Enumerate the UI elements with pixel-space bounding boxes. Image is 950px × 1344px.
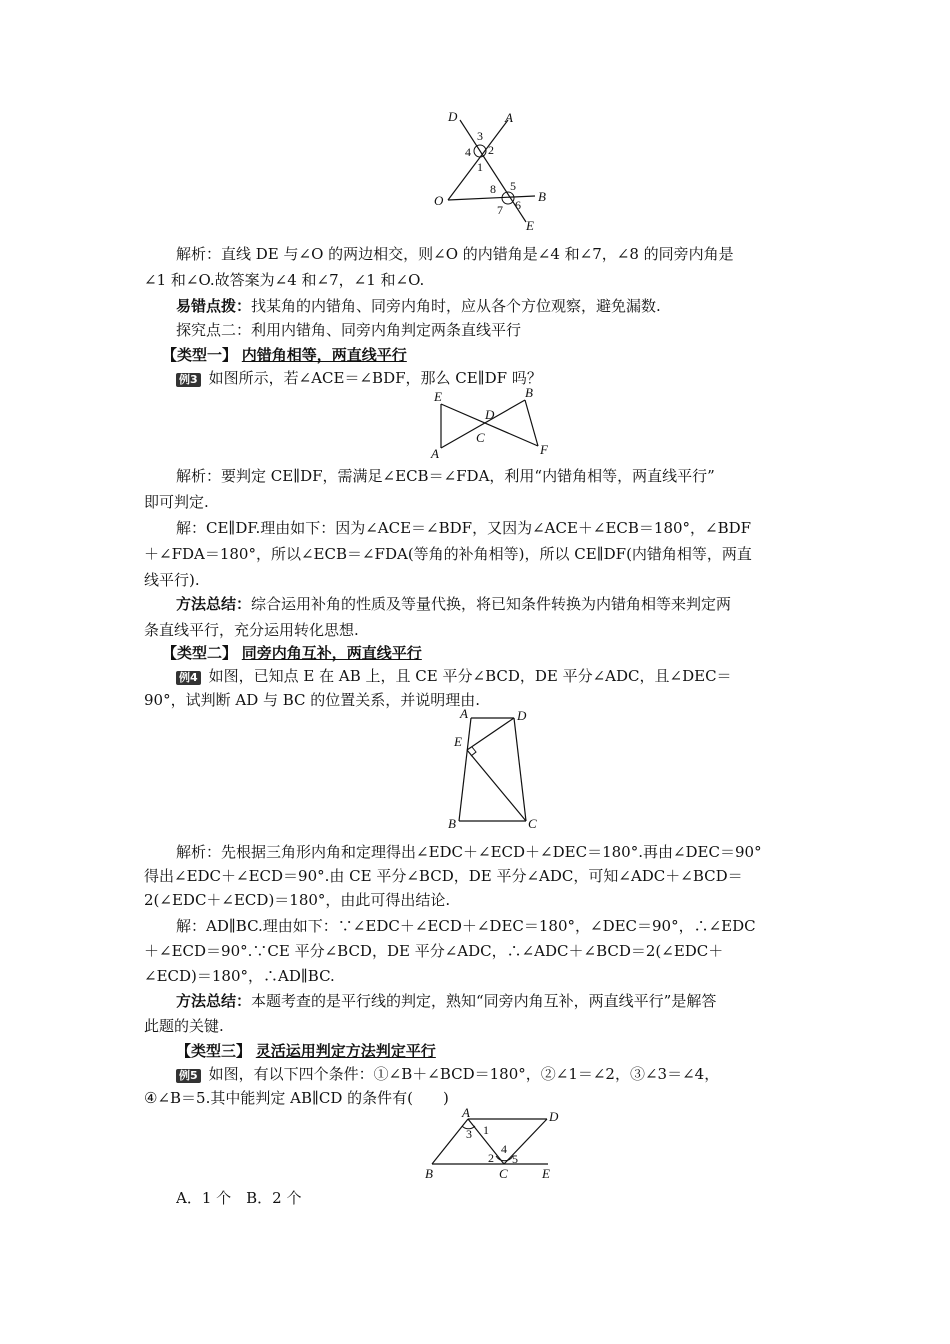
- label-D: D: [549, 1109, 559, 1124]
- line-EC: [467, 750, 526, 821]
- method-summary-3: [176, 594, 808, 614]
- analysis-4-line-1: 解析：先根据三角形内角和定理得出∠EDC＋∠ECD＋∠DEC＝180°.再由∠DEC＝90°: [176, 843, 762, 861]
- label-C: C: [499, 1166, 508, 1181]
- example-5-question: [176, 1064, 808, 1084]
- method-summary-3-label: 方法总结：: [176, 595, 252, 613]
- line-ED: [467, 718, 514, 750]
- example-3-badge: 例3: [176, 373, 201, 387]
- analysis-4-line-3: 2(∠EDC＋∠ECD)＝180°，由此可得出结论.: [144, 891, 451, 909]
- label-E: E: [526, 218, 534, 233]
- label-5: 5: [512, 1152, 518, 1166]
- type-2-heading: [162, 643, 826, 663]
- method-summary-3-line-2: 条直线平行，充分运用转化思想.: [144, 621, 359, 639]
- label-2: 2: [488, 1151, 494, 1165]
- solution-4-line-1: 解：AD∥BC.理由如下：∵∠EDC＋∠ECD＋∠DEC＝180°，∠DEC＝90°，∴∠EDC: [176, 917, 756, 935]
- method-summary-4-line-2: 此题的关键.: [144, 1017, 224, 1035]
- label-B: B: [525, 386, 533, 400]
- line-CD: [504, 1119, 547, 1164]
- label-3: 3: [466, 1127, 472, 1141]
- label-F: F: [540, 442, 548, 457]
- method-summary-4-label: 方法总结：: [176, 992, 252, 1010]
- figure-trapezoid-diagram: [446, 708, 542, 836]
- label-8: 8: [490, 182, 496, 196]
- label-7: 7: [497, 203, 503, 217]
- label-D: D: [448, 109, 458, 124]
- example-3-text: 如图所示，若∠ACE＝∠BDF，那么 CE∥DF 吗？: [208, 369, 542, 387]
- label-1: 1: [477, 160, 483, 174]
- type-3-heading: [176, 1041, 840, 1061]
- label-B: B: [425, 1166, 433, 1181]
- label-O: O: [434, 193, 444, 208]
- analysis-4-line-2: 得出∠EDC＋∠ECD＝90°.由 CE 平分∠BCD，DE 平分∠ADC，可知∠ADC＋∠BCD＝: [144, 867, 743, 885]
- example-4-question: [176, 666, 808, 686]
- solution-4-line-2: ＋∠ECD＝90°.∵CE 平分∠BCD，DE 平分∠ADC，∴∠ADC＋∠BCD＝2(∠EDC＋: [144, 942, 724, 960]
- solution-3-line-1: 解：CE∥DF.理由如下：因为∠ACE＝∠BDF，又因为∠ACE＋∠ECB＝180°，∠BDF: [176, 519, 752, 537]
- label-3: 3: [477, 129, 483, 143]
- example-4-line-2: 90°，试判断 AD 与 BC 的位置关系，并说明理由.: [144, 691, 481, 709]
- type-2-bracket: 【类型二】: [162, 644, 238, 662]
- label-B: B: [448, 816, 456, 831]
- label-E: E: [454, 734, 462, 749]
- analysis-3-line-1: 解析：要判定 CE∥DF，需满足∠ECB＝∠FDA，利用“内错角相等，两直线平行”: [176, 467, 715, 485]
- right-angle-mark: [471, 747, 476, 756]
- error-tip: [176, 296, 808, 316]
- type-1-bracket: 【类型一】: [162, 346, 238, 364]
- label-E: E: [434, 389, 442, 404]
- label-2: 2: [488, 143, 494, 157]
- label-A: A: [505, 110, 513, 125]
- example-4-badge: 例4: [176, 671, 201, 685]
- method-summary-4: [176, 991, 808, 1011]
- analysis-1-line-2: ∠1 和∠O.故答案为∠4 和∠7，∠1 和∠O.: [144, 271, 425, 289]
- line-DC: [514, 718, 526, 821]
- type-3-title: 灵活运用判定方法判定平行: [255, 1042, 436, 1060]
- line-BF: [525, 400, 538, 446]
- line-AB: [432, 1119, 468, 1164]
- analysis-3-line-2: 即可判定.: [144, 493, 209, 511]
- type-3-bracket: 【类型三】: [176, 1042, 252, 1060]
- label-C: C: [528, 816, 537, 831]
- example-3-question: [176, 368, 840, 388]
- label-C: C: [476, 430, 485, 445]
- example-5-badge: 例5: [176, 1069, 201, 1083]
- analysis-1-line-1: 解析：直线 DE 与∠O 的两边相交，则∠O 的内错角是∠4 和∠7，∠8 的同旁内角是: [176, 245, 734, 263]
- type-1-heading: [162, 345, 826, 365]
- label-1: 1: [483, 1123, 489, 1137]
- figure-bowtie-diagram: [428, 386, 558, 460]
- label-4: 4: [465, 145, 471, 159]
- solution-3-line-3: 线平行).: [144, 571, 200, 589]
- label-A: A: [460, 708, 468, 721]
- label-D: D: [517, 708, 527, 723]
- figure-angles-diagram: [420, 108, 560, 234]
- error-tip-label: 易错点拨：: [176, 297, 252, 315]
- label-A: A: [462, 1105, 470, 1120]
- label-5: 5: [510, 179, 516, 193]
- figure-parallelogram-diagram: [420, 1104, 570, 1184]
- error-tip-text: 找某角的内错角、同旁内角时，应从各个方位观察，避免漏数.: [251, 297, 661, 315]
- label-6: 6: [515, 198, 521, 212]
- label-D: D: [485, 407, 495, 422]
- solution-4-line-3: ∠ECD)＝180°，∴AD∥BC.: [144, 967, 335, 985]
- type-1-title: 内错角相等，两直线平行: [241, 346, 407, 364]
- label-E: E: [542, 1166, 550, 1181]
- line-OB: [448, 196, 535, 200]
- type-2-title: 同旁内角互补，两直线平行: [241, 644, 422, 662]
- label-B: B: [538, 189, 546, 204]
- label-4: 4: [501, 1142, 507, 1156]
- example-4-text: 如图，已知点 E 在 AB 上，且 CE 平分∠BCD，DE 平分∠ADC，且∠DEC＝: [208, 667, 732, 685]
- method-summary-3-text: 综合运用补角的性质及等量代换，将已知条件转换为内错角相等来判定两: [251, 595, 732, 613]
- method-summary-4-text: 本题考查的是平行线的判定，熟知“同旁内角互补，两直线平行”是解答: [251, 992, 717, 1010]
- example-5-text: 如图，有以下四个条件：①∠B＋∠BCD＝180°，②∠1＝∠2，③∠3＝∠4，: [208, 1065, 720, 1083]
- example-5-line-2: ④∠B＝5.其中能判定 AB∥CD 的条件有( ): [144, 1089, 449, 1107]
- explore-point-2: 探究点二：利用内错角、同旁内角判定两条直线平行: [176, 321, 522, 339]
- answer-options: A．1 个 B．2 个: [176, 1189, 302, 1207]
- solution-3-line-2: ＋∠FDA＝180°，所以∠ECB＝∠FDA(等角的补角相等)，所以 CE∥DF(内错角相等，两直: [144, 545, 752, 563]
- label-A: A: [431, 446, 439, 460]
